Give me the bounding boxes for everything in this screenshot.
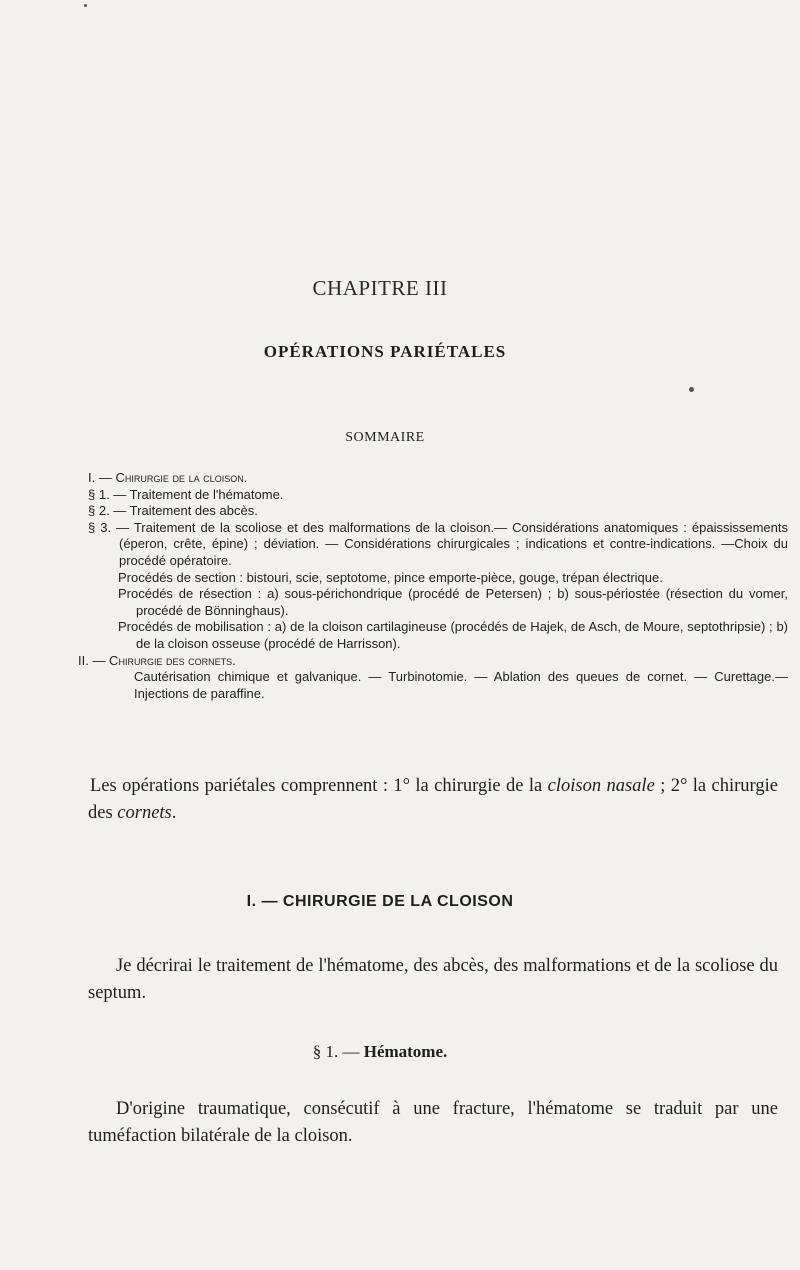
summary-item-cornets: Cautérisation chimique et galvanique. — Turbinotomie. — Ablation des queues de cornet. — Curettage.— Injections de paraffine. <box>134 669 788 701</box>
summary-heading: SOMMAIRE <box>345 430 425 445</box>
summary-list <box>78 470 788 702</box>
section-paragraph: Je décrirai le traitement de l'hématome, des abcès, des malformations et de la scoliose du septum. <box>88 956 778 1003</box>
summary-item-section: Procédés de section : bistouri, scie, septotome, pince emporte-pièce, gouge, trépan électrique. <box>118 569 663 585</box>
intro-term-cloison: cloison nasale <box>547 776 655 796</box>
summary-item-scoliose: § 3. — Traitement de la scoliose et des malformations de la cloison.— Considérations anatomiques : épaississements (éperon, crête, épine) ; déviation. — Considérations chirurgicales ; indications et contre-indications. —Choix du procédé opératoire. <box>88 519 788 568</box>
chapter-title: CHAPITRE III <box>312 276 448 300</box>
summary-item-abces: § 2. — Traitement des abcès. <box>88 503 258 519</box>
intro-text-c: ; 2° la chirurgie des <box>88 776 778 823</box>
intro-paragraph <box>88 773 778 827</box>
summary-item-part-2: II. — Chirurgie des cornets. <box>78 652 236 668</box>
intro-text-a: Les opérations pariétales comprennent : 1° la chirurgie de la <box>90 776 548 796</box>
summary-item-hematome: § 1. — Traitement de l'hématome. <box>88 486 284 502</box>
summary-item-mobilisation: Procédés de mobilisation : a) de la cloison cartilagineuse (procédés de Hajek, de Asch, de Moure, septothripsie) ; b) de la cloison osseuse (procédé de Harrisson). <box>118 619 788 651</box>
ink-speck <box>84 4 87 7</box>
subsection-number: § 1. — <box>312 1042 360 1061</box>
subsection-heading <box>0 1042 760 1062</box>
subsection-title: Hématome. <box>363 1042 448 1061</box>
chapter-subtitle: OPÉRATIONS PARIÉTALES <box>263 342 507 361</box>
hematome-paragraph: D'origine traumatique, consécutif à une fracture, l'hématome se traduit par une tuméfaction bilatérale de la cloison. <box>88 1099 778 1146</box>
summary-item-resection: Procédés de résection : a) sous-périchondrique (procédé de Petersen) ; b) sous-périostée (résection du vomer, procédé de Bönninghaus). <box>118 586 788 618</box>
summary-item-part-1: I. — Chirurgie de la cloison. <box>88 470 248 485</box>
section-heading: I. — CHIRURGIE DE LA CLOISON <box>246 893 514 910</box>
intro-term-cornets: cornets <box>117 803 172 823</box>
intro-text-e: . <box>171 803 177 823</box>
ink-speck <box>689 387 694 392</box>
